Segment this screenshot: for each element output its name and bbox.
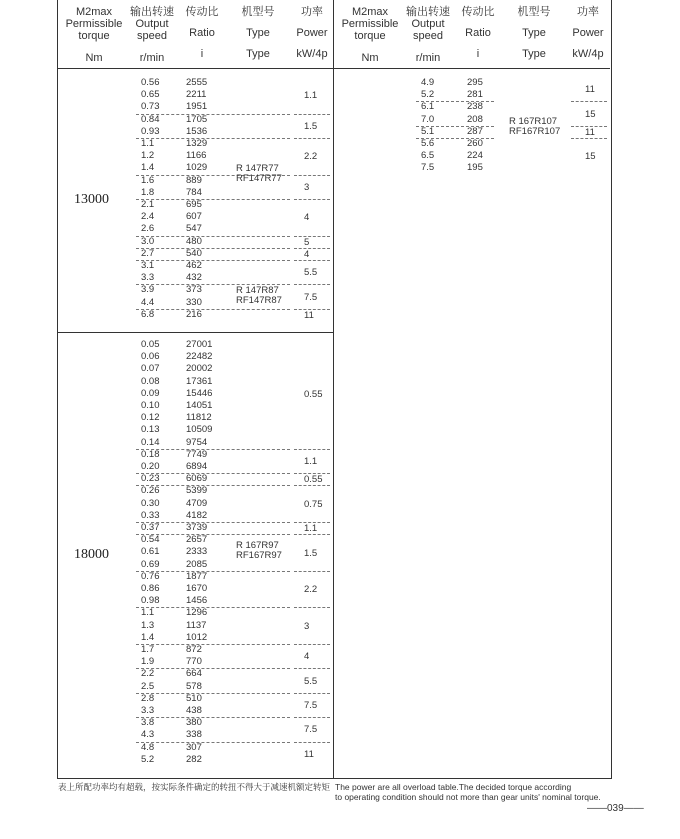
power-separator: [294, 693, 330, 694]
speed-cell: 0.07: [141, 363, 160, 375]
row-separator: [136, 485, 290, 486]
power-cell: 5: [304, 236, 310, 248]
page-number-trail-rule: ——: [623, 803, 644, 814]
ratio-cell: 480: [186, 235, 202, 247]
type-label: RF147R77: [236, 172, 282, 184]
speed-cell: 4.9: [421, 77, 435, 88]
speed-cell: 4.8: [141, 741, 155, 753]
ratio-cell: 380: [186, 717, 202, 729]
row-separator: [136, 571, 290, 572]
ratio-cell: 1951: [186, 101, 208, 113]
power-cell: 1.5: [304, 547, 318, 559]
speed-cell: 1.7: [141, 644, 155, 655]
speed-cell: 1.6: [141, 174, 155, 186]
type-label: RF167R97: [236, 550, 282, 562]
ratio-cell: 607: [186, 211, 202, 223]
ratio-cell: 14051: [186, 400, 213, 411]
row-separator: [136, 522, 290, 523]
ratio-cell: 872: [186, 644, 202, 655]
row-separator: [136, 717, 290, 718]
speed-cell: 0.20: [141, 461, 160, 472]
speed-cell: 2.5: [141, 680, 155, 692]
ratio-cell: 2333: [186, 546, 208, 558]
header-type-right: 机型号 Type Type: [517, 6, 551, 60]
power-cell: 0.55: [304, 474, 323, 486]
ratio-cell: 695: [186, 199, 202, 210]
type-label: RF147R87: [236, 294, 282, 306]
header-type: 机型号 Type Type: [241, 6, 275, 60]
group-divider: [57, 332, 334, 333]
type-label: R 147R87: [236, 284, 279, 296]
power-cell: 7.5: [304, 700, 318, 711]
ratio-cell: 1296: [186, 607, 208, 619]
ratio-cell: 17361: [186, 375, 213, 387]
footer-note-en-line2: to operating condition should not more than gear units' nominal torque.: [335, 792, 601, 802]
speed-cell: 2.6: [141, 223, 155, 235]
ratio-cell: 5399: [186, 485, 208, 497]
speed-cell: 0.86: [141, 583, 160, 594]
speed-cell: 0.23: [141, 473, 160, 485]
speed-cell: 0.69: [141, 558, 160, 570]
type-label: R 147R77: [236, 162, 279, 174]
row-separator: [416, 101, 494, 102]
power-cell: 11: [585, 84, 595, 96]
ratio-cell: 432: [186, 272, 202, 284]
ratio-cell: 1705: [186, 113, 208, 125]
ratio-cell: 1456: [186, 595, 208, 607]
ratio-cell: 2085: [186, 558, 208, 570]
power-separator: [294, 668, 330, 669]
speed-cell: 0.30: [141, 497, 160, 509]
speed-cell: 0.09: [141, 387, 160, 399]
ratio-cell: 2657: [186, 534, 208, 546]
speed-cell: 5.1: [421, 125, 435, 137]
power-separator: [294, 571, 330, 572]
power-cell: 3: [304, 181, 310, 193]
power-separator: [294, 485, 330, 486]
power-cell: 0.55: [304, 388, 323, 400]
ratio-cell: 373: [186, 284, 202, 296]
speed-cell: 2.1: [141, 199, 155, 210]
ratio-cell: 664: [186, 668, 202, 680]
power-separator: [571, 138, 607, 139]
row-separator: [136, 742, 290, 743]
ratio-cell: 20002: [186, 363, 213, 375]
ratio-cell: 2555: [186, 77, 208, 88]
ratio-cell: 338: [186, 729, 202, 741]
speed-cell: 0.13: [141, 424, 160, 436]
speed-cell: 7.5: [421, 162, 435, 174]
speed-cell: 0.12: [141, 412, 160, 424]
power-separator: [294, 449, 330, 450]
ratio-cell: 9754: [186, 436, 208, 448]
type-label: R 167R107: [509, 116, 558, 128]
footer-note-en-line1: The power are all overload table.The decided torque according: [335, 782, 572, 792]
ratio-cell: 10509: [186, 424, 213, 436]
power-separator: [294, 236, 330, 237]
speed-cell: 0.37: [141, 522, 160, 533]
speed-cell: 5.6: [421, 138, 435, 149]
row-separator: [416, 138, 494, 139]
power-separator: [294, 175, 330, 176]
ratio-cell: 260: [467, 138, 483, 149]
speed-cell: 0.08: [141, 375, 160, 387]
ratio-cell: 2211: [186, 89, 207, 101]
power-separator: [294, 742, 330, 743]
speed-cell: 1.1: [141, 607, 155, 619]
power-separator: [571, 101, 607, 102]
speed-cell: 1.8: [141, 186, 155, 198]
speed-cell: 3.0: [141, 235, 155, 247]
power-cell: 2.2: [304, 151, 318, 163]
row-separator: [136, 199, 290, 200]
header-bottom-rule: [57, 68, 610, 69]
power-separator: [294, 114, 330, 115]
ratio-cell: 540: [186, 247, 202, 259]
ratio-cell: 1877: [186, 570, 208, 582]
ratio-cell: 889: [186, 174, 202, 186]
ratio-cell: 216: [186, 308, 202, 320]
ratio-cell: 784: [186, 186, 202, 198]
ratio-cell: 1137: [186, 619, 207, 631]
power-cell: 4: [304, 212, 310, 224]
header-torque-right: M2max Permissible torque Nm: [341, 6, 399, 64]
ratio-cell: 438: [186, 705, 202, 716]
power-cell: 11: [304, 309, 314, 321]
speed-cell: 1.9: [141, 656, 155, 668]
speed-cell: 0.56: [141, 77, 160, 88]
row-separator: [416, 126, 494, 127]
speed-cell: 0.05: [141, 339, 160, 350]
ratio-cell: 1166: [186, 150, 207, 162]
speed-cell: 2.2: [141, 668, 155, 680]
ratio-cell: 282: [186, 753, 202, 765]
row-separator: [136, 449, 290, 450]
speed-cell: 0.84: [141, 113, 160, 125]
header-ratio: 传动比 Ratio i: [185, 6, 219, 60]
row-separator: [136, 644, 290, 645]
header-ratio-right: 传动比 Ratio i: [461, 6, 495, 60]
power-separator: [294, 607, 330, 608]
row-separator: [136, 260, 290, 261]
power-cell: 1.1: [304, 523, 318, 535]
ratio-cell: 6069: [186, 473, 208, 485]
ratio-cell: 287: [467, 125, 483, 137]
speed-cell: 2.8: [141, 692, 155, 704]
torque-value: 18000: [74, 547, 109, 562]
power-cell: 5.5: [304, 675, 318, 687]
power-separator: [294, 199, 330, 200]
speed-cell: 0.76: [141, 570, 160, 582]
speed-cell: 4.4: [141, 296, 155, 308]
speed-cell: 6.8: [141, 308, 155, 320]
speed-cell: 0.10: [141, 400, 160, 411]
ratio-cell: 330: [186, 296, 202, 308]
power-cell: 7.5: [304, 291, 318, 303]
row-separator: [136, 668, 290, 669]
speed-cell: 2.4: [141, 211, 155, 223]
footer-note-cn: 表上所配功率均有超载，按实际条件确定的转扭不得大于减速机额定转矩: [58, 782, 331, 792]
speed-cell: 0.73: [141, 101, 160, 113]
speed-cell: 0.98: [141, 595, 160, 607]
power-separator: [294, 717, 330, 718]
ratio-cell: 1670: [186, 583, 208, 594]
speed-cell: 6.5: [421, 150, 435, 162]
speed-cell: 6.1: [421, 101, 435, 113]
ratio-cell: 770: [186, 656, 202, 668]
ratio-cell: 1329: [186, 138, 208, 149]
ratio-cell: 307: [186, 741, 202, 753]
power-cell: 3: [304, 620, 310, 632]
speed-cell: 3.8: [141, 717, 155, 729]
speed-cell: 5.2: [141, 753, 155, 765]
ratio-cell: 1012: [186, 631, 208, 643]
speed-cell: 1.4: [141, 162, 155, 174]
power-cell: 11: [585, 126, 595, 138]
ratio-cell: 462: [186, 260, 202, 271]
speed-cell: 1.1: [141, 138, 155, 149]
ratio-cell: 1029: [186, 162, 208, 174]
page-number: [587, 803, 644, 814]
power-cell: 1.1: [304, 90, 318, 102]
power-separator: [294, 644, 330, 645]
type-label: RF167R107: [509, 126, 561, 138]
speed-cell: 0.26: [141, 485, 160, 497]
row-separator: [136, 236, 290, 237]
power-separator: [294, 260, 330, 261]
speed-cell: 1.4: [141, 631, 155, 643]
ratio-cell: 547: [186, 223, 202, 235]
power-cell: 4: [304, 248, 310, 260]
ratio-cell: 578: [186, 680, 202, 692]
header-speed: 输出转速 Output speed r/min: [130, 6, 174, 64]
ratio-cell: 238: [467, 101, 483, 113]
page-number-lead-rule: ——: [587, 803, 607, 814]
ratio-cell: 281: [467, 89, 483, 101]
type-label: R 167R97: [236, 540, 279, 552]
speed-cell: 5.2: [421, 89, 435, 101]
speed-cell: 3.3: [141, 272, 155, 284]
page-number-value: 039: [607, 803, 624, 814]
power-cell: 1.1: [304, 456, 318, 467]
header-speed-right: 输出转速 Output speed r/min: [406, 6, 450, 64]
speed-cell: 4.3: [141, 729, 155, 741]
row-separator: [136, 607, 290, 608]
speed-cell: 0.06: [141, 351, 160, 363]
power-cell: 7.5: [304, 724, 318, 736]
speed-cell: 0.14: [141, 436, 160, 448]
power-cell: 11: [304, 748, 314, 760]
ratio-cell: 4182: [186, 509, 208, 521]
speed-cell: 0.93: [141, 125, 160, 137]
speed-cell: 2.7: [141, 247, 155, 259]
header-power: 功率 Power kW/4p: [296, 6, 328, 60]
ratio-cell: 3739: [186, 522, 208, 533]
power-cell: 1.5: [304, 120, 318, 132]
ratio-cell: 4709: [186, 497, 208, 509]
speed-cell: 7.0: [421, 113, 435, 125]
power-separator: [294, 534, 330, 535]
row-separator: [136, 534, 290, 535]
speed-cell: 3.3: [141, 705, 155, 716]
ratio-cell: 295: [467, 77, 483, 88]
ratio-cell: 27001: [186, 339, 213, 350]
ratio-cell: 6894: [186, 461, 208, 472]
torque-value: 13000: [74, 192, 109, 207]
ratio-cell: 208: [467, 113, 483, 125]
speed-cell: 0.61: [141, 546, 160, 558]
ratio-cell: 224: [467, 150, 483, 162]
ratio-cell: 15446: [186, 387, 213, 399]
speed-cell: 1.3: [141, 619, 155, 631]
power-separator: [294, 284, 330, 285]
power-cell: 5.5: [304, 267, 318, 279]
power-separator: [294, 138, 330, 139]
speed-cell: 1.2: [141, 150, 155, 162]
header-power-right: 功率 Power kW/4p: [572, 6, 604, 60]
header-torque: M2max Permissible torque Nm: [65, 6, 123, 64]
ratio-cell: 22482: [186, 351, 213, 363]
power-cell: 4: [304, 651, 310, 663]
ratio-cell: 11812: [186, 412, 212, 424]
power-cell: 0.75: [304, 498, 323, 510]
row-separator: [136, 693, 290, 694]
ratio-cell: 7749: [186, 448, 208, 460]
speed-cell: 0.18: [141, 448, 160, 460]
row-separator: [136, 114, 290, 115]
center-divider: [333, 0, 334, 778]
speed-cell: 0.33: [141, 509, 160, 521]
ratio-cell: 510: [186, 692, 202, 704]
power-cell: 15: [585, 151, 596, 163]
row-separator: [136, 473, 290, 474]
speed-cell: 0.54: [141, 534, 160, 546]
speed-cell: 0.65: [141, 89, 160, 101]
row-separator: [136, 248, 290, 249]
speed-cell: 3.9: [141, 284, 155, 296]
ratio-cell: 1536: [186, 125, 208, 137]
power-separator: [294, 248, 330, 249]
power-cell: 15: [585, 108, 596, 120]
ratio-cell: 195: [467, 162, 483, 174]
row-separator: [136, 138, 290, 139]
power-cell: 2.2: [304, 584, 318, 596]
row-separator: [136, 309, 290, 310]
speed-cell: 3.1: [141, 260, 155, 271]
footer-note-en: [335, 782, 625, 802]
